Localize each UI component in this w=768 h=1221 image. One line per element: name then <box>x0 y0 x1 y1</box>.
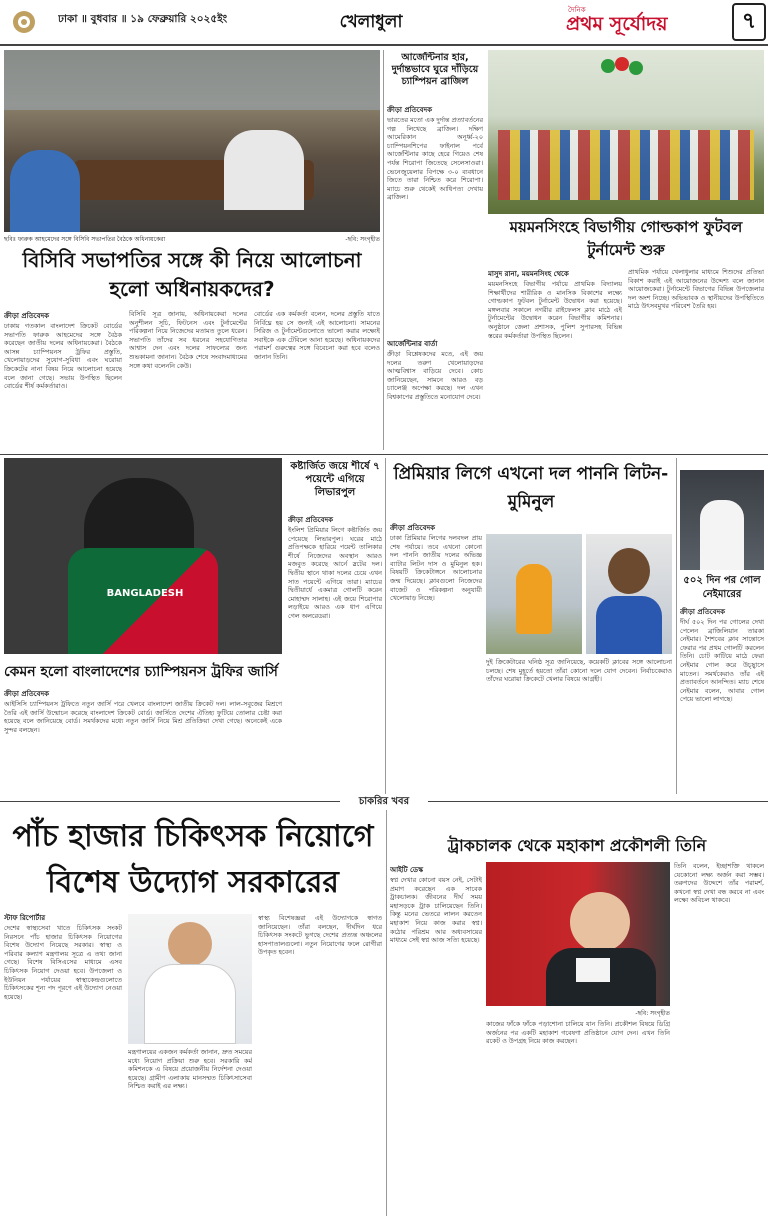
column-divider-4 <box>386 810 387 1216</box>
column-divider <box>383 50 384 450</box>
masthead-location: ঢাকা <box>58 13 78 25</box>
masthead-emblem <box>4 6 44 38</box>
bcb-headline: বিসিবি সভাপতির সঙ্গে কী নিয়ে আলোচনা হলো অধিনায়কদের? <box>22 248 362 301</box>
jobs-rule-left <box>0 801 340 802</box>
batter-photo <box>486 534 582 654</box>
jobs-rule-right <box>428 801 768 802</box>
row-divider <box>0 454 768 455</box>
brazil-body: ভারতের মতো এক দুর্দান্ত প্রত্যাবর্তনের গল্প লিখেছে ব্রাজিল। দক্ষিণ আমেরিকান অনূর্ধ্ব-২০ চ্যাম্পিয়নশিপের ফাইনাল পর্বে আর্জেন্টিনার কাছে হেরে গিয়েও শেষ পর্যন্ত শিরোপা জিতেছে সেলেসাওরা। ভেনেজুয়েলার বিপক্ষে ৩-০ ব্যবধানে জিতে তারা নিশ্চিত করে শিরোপা। ম্যাচে শুরু থেকেই আধিপত্য দেখায় ব্রাজিল। <box>387 116 483 202</box>
jersey-byline: ক্রীড়া প্রতিবেদক <box>4 690 50 698</box>
neymar-photo <box>680 470 764 570</box>
jersey-player-photo <box>4 458 282 654</box>
doctors-body-col2: মন্ত্রণালয়ের একজন কর্মকর্তা জানান, দ্রুত সময়ের মধ্যে নিয়োগ প্রক্রিয়া শুরু হবে। সরকারি কর্ম কমিশনকে এ বিষয়ে প্রয়োজনীয় নির্দেশনা দেওয়া হয়েছে। গ্রামীণ এলাকায় মানসম্মত চিকিৎসাসেবা নিশ্চিত করাই এর লক্ষ্য। <box>128 1048 252 1091</box>
neymar-byline: ক্রীড়া প্রতিবেদক <box>680 608 726 616</box>
person-right <box>224 130 304 210</box>
brazil-headline: আর্জেন্টিনার হার, দুর্দান্তভাবে ঘুরে দাঁড়িয়ে চ্যাম্পিয়ন ব্রাজিল <box>391 52 479 87</box>
jobs-section-label: চাকরির খবর <box>358 796 410 807</box>
bcb-body-col3: বোর্ডের এক কর্মকর্তা বলেন, দলের প্রস্তুতি যাতে নির্বিঘ্নে হয় সে জন্যই এই আলোচনা। সামনের সিরিজ ও টুর্নামেন্টগুলোতে ভালো করার লক্ষ্যেই সবাইকে এক টেবিলে আনা হয়েছে। অধিনায়কদের পরামর্শ গুরুত্বের সঙ্গে বিবেচনা করা হবে বলেও জানান তিনি। <box>254 310 380 361</box>
mymensingh-byline: মাসুদ রানা, ময়মনসিংহ থেকে <box>488 270 569 278</box>
wall-screens <box>4 50 380 110</box>
white-coat <box>144 964 236 1044</box>
column-divider-2 <box>385 458 386 794</box>
mominul-photo <box>586 534 672 654</box>
shirt <box>596 596 662 654</box>
doctor-photo <box>128 914 252 1044</box>
doctor-head <box>168 922 212 966</box>
astronaut-headline: ট্রাকচালক থেকে মহাকাশ প্রকৌশলী তিনি <box>447 836 707 855</box>
doctors-body-col1: দেশের স্বাস্থ্যসেবা খাতে চিকিৎসক সংকট নিরসনে পাঁচ হাজার চিকিৎসক নিয়োগের বিশেষ উদ্যোগ নিয়েছে সরকার। স্বাস্থ্য ও পরিবার কল্যাণ মন্ত্রণালয় সূত্রে এ তথ্য জানা গেছে। বিশেষ বিসিএসের মাধ্যমে এসব চিকিৎসক নিয়োগ দেওয়া হবে। উপজেলা ও ইউনিয়ন পর্যায়ের স্বাস্থ্যকেন্দ্রগুলোতে চিকিৎসকের শূন্য পদ পূরণে এই উদ্যোগ নেওয়া হয়েছে। <box>4 924 122 1001</box>
bcb-body-col1: ঢাকায় গতকাল বাংলাদেশ ক্রিকেট বোর্ডের সভাপতি ফারুক আহমেদের সঙ্গে বৈঠক করেছেন জাতীয় দলের অধিনায়কেরা। বৈঠকে আসন্ন চ্যাম্পিয়নস ট্রফির প্রস্তুতি, খেলোয়াড়দের সুযোগ-সুবিধা এবং ঘরোয়া ক্রিকেটের নানা বিষয় নিয়ে আলোচনা হয়েছে বলে জানা গেছে। সভায় উপস্থিত ছিলেন বোর্ডের শীর্ষ কর্মকর্তারাও। <box>4 322 122 391</box>
masthead <box>0 0 768 46</box>
brazil-byline: ক্রীড়া প্রতিবেদক <box>387 106 433 114</box>
balloons <box>598 54 648 84</box>
football-team-photo <box>488 50 764 214</box>
astronaut-body-col2: কাজের ফাঁকে ফাঁকে পড়াশোনা চালিয়ে যান তিনি। প্রকৌশল বিষয়ে ডিগ্রি অর্জনের পর একটি মহাকাশ গবেষণা প্রতিষ্ঠানে যোগ দেন। এখন তিনি রকেট ও উপগ্রহ নিয়ে কাজ করছেন। <box>486 1020 670 1046</box>
premier-body-col2: দুই ক্রিকেটারের ঘনিষ্ঠ সূত্র জানিয়েছে, কয়েকটি ক্লাবের সঙ্গে আলোচনা চলছে। শেষ মুহূর্তে হয়তো তাঁরা কোনো দলে যোগ দেবেন। নির্বাচকেরাও তাঁদের ঘরোয়া ক্রিকেটে খেলার বিষয়ে আগ্রহী। <box>486 658 672 684</box>
engineer-head <box>570 892 630 952</box>
liverpool-byline: ক্রীড়া প্রতিবেদক <box>288 516 334 524</box>
bcb-photo-credit: -ছবি: সংগৃহীত <box>345 236 380 243</box>
neymar-body: দীর্ঘ ৫০২ দিন পর গোলের দেখা পেলেন ব্রাজিলিয়ান তারকা নেইমার। শৈশবের ক্লাব সান্তোসে ফেরার পর প্রথম গোলটি করলেন তিনি। চোট কাটিয়ে মাঠে ফেরা নেইমার গোল করে উচ্ছ্বাসে মাতেন। সমর্থকেরাও তাঁর এই প্রত্যাবর্তনে আনন্দিত। ম্যাচ শেষে নেইমার বলেন, আবার গোল পেয়ে ভালো লাগছে। <box>680 618 764 704</box>
jersey-body: আইসিসি চ্যাম্পিয়নস ট্রফিতে নতুন জার্সি পরে খেলবে বাংলাদেশ জাতীয় ক্রিকেট দল। লাল-সবুজের মিশ্রণে তৈরি এই জার্সি উন্মোচন করেছে বাংলাদেশ ক্রিকেট বোর্ড। জার্সিতে দেশের ঐতিহ্য ফুটিয়ে তোলার চেষ্টা করা হয়েছে বলে জানিয়েছে বোর্ড। সমর্থকদের মধ্যে নতুন জার্সি নিয়ে মিশ্র প্রতিক্রিয়া দেখা গেছে। অনেকেই একে সুন্দর বলছেন। <box>4 700 282 734</box>
players-row <box>498 130 754 200</box>
bcb-byline: ক্রীড়া প্রতিবেদক <box>4 312 50 320</box>
column-divider-3 <box>676 458 677 794</box>
white-jersey <box>700 500 744 570</box>
brazil-subhead: আর্জেন্টিনার বার্তা <box>387 340 438 348</box>
certificate <box>576 958 610 982</box>
astronaut-photo-credit: -ছবি: সংগৃহীত <box>635 1010 670 1017</box>
bcb-photo-caption: ছবিঃ ফারুক আহমেদের সঙ্গে বিসিবি সভাপতির বৈঠকে অধিনায়কেরা <box>4 236 166 243</box>
masthead-dateline: ঢাকা ॥ বুধবার ॥ ১৯ ফেব্রুয়ারি ২০২৫ইং <box>58 13 228 25</box>
head <box>608 548 650 594</box>
liverpool-body: ইংলিশ প্রিমিয়ার লিগে কষ্টার্জিত জয় পেয়েছে লিভারপুল। ঘরের মাঠে প্রতিপক্ষকে হারিয়ে পয়েন্ট তালিকার শীর্ষে নিজেদের অবস্থান আরও মজবুত করেছে আর্নে স্লটের দল। দ্বিতীয় স্থানে থাকা দলের চেয়ে এখন সাত পয়েন্টে এগিয়ে তারা। ম্যাচের দ্বিতীয়ার্ধে একমাত্র গোলটি করেন মোহাম্মদ সালাহ। এই জয়ে শিরোপার লড়াইয়ে আরও এক ধাপ এগিয়ে গেল অলরেডরা। <box>288 526 382 620</box>
masthead-date: বুধবার ॥ ১৯ ফেব্রুয়ারি ২০২৫ইং <box>90 13 228 25</box>
liverpool-headline: কষ্টার্জিত জয়ে শীর্ষে ৭ পয়েন্টে এগিয়ে লিভারপুল <box>290 461 380 498</box>
mymensingh-body-col1: ময়মনসিংহে বিভাগীয় পর্যায়ে প্রাথমিক বিদ্যালয় শিক্ষার্থীদের শারীরিক ও মানসিক বিকাশের লক্ষ্যে গোল্ডকাপ ফুটবল টুর্নামেন্ট উদ্বোধন করা হয়েছে। মঙ্গলবার সকালে নগরীর রাইফেলস ক্লাব মাঠে এই টুর্নামেন্টের উদ্বোধন করেন বিভাগীয় কমিশনার। অনুষ্ঠানে জেলা প্রশাসক, পুলিশ সুপারসহ বিভিন্ন স্তরের কর্মকর্তারা উপস্থিত ছিলেন। <box>488 280 622 340</box>
paper-name: প্রথম সূর্যোদয় <box>566 13 668 35</box>
premier-byline: ক্রীড়া প্রতিবেদক <box>390 524 436 532</box>
engineer-photo <box>486 862 670 1006</box>
jersey-text: BANGLADESH <box>106 588 184 599</box>
brazil-body-2: ক্রীড়া বিশ্লেষকদের মতে, এই জয় দলের তরুণ খেলোয়াড়দের আত্মবিশ্বাস বাড়িয়ে দেবে। কোচ জানিয়েছেন, সামনে আরও বড় চ্যালেঞ্জ অপেক্ষা করছে। দল এখন বিশ্বকাপের প্রস্তুতিতে মনোযোগ দেবে। <box>387 350 483 401</box>
bcb-body-col2: বিসিবি সূত্র জানায়, অধিনায়কেরা দলের অনুশীলন সূচি, ফিটনেস এবং টুর্নামেন্টের পরিকল্পনা নিয়ে নিজেদের মতামত তুলে ধরেন। সভাপতি তাঁদের সব ধরনের সহযোগিতার আশ্বাস দেন এবং দলের সাফল্যের জন্য শুভকামনা জানান। বৈঠক শেষে সংবাদমাধ্যমের সঙ্গে কথা বলেননি কেউ। <box>129 310 247 370</box>
astronaut-body-col1: স্বপ্ন দেখার কোনো বয়স নেই, সেটাই প্রমাণ করেছেন এক সাবেক ট্রাকচালক। জীবনের দীর্ঘ সময় মহাসড়কে ট্রাক চালিয়েছেন তিনি। কিন্তু মনের ভেতরে লালন করতেন মহাকাশ নিয়ে কাজ করার স্বপ্ন। কঠোর পরিশ্রম আর অধ্যবসায়ের মাধ্যমে সেই স্বপ্ন আজ সত্যি হয়েছে। <box>390 876 482 945</box>
neymar-headline: ৫০২ দিন পর গোল নেইমারের <box>683 575 761 600</box>
mymensingh-body-col2: প্রাথমিক পর্যায়ে খেলাধুলার মাধ্যমে শিশুদের প্রতিভা বিকাশ করাই এই আয়োজনের উদ্দেশ্য বলে জানান আয়োজকেরা। টুর্নামেন্টে বিভাগের বিভিন্ন উপজেলার দল অংশ নিচ্ছে। অভিভাবক ও স্থানীয়দের উপস্থিতিতে মাঠে উৎসবমুখর পরিবেশ তৈরি হয়। <box>628 268 764 311</box>
premier-body-col1: ঢাকা প্রিমিয়ার লিগের দলবদল প্রায় শেষ পর্যায়ে। তবে এখনো কোনো দল পাননি জাতীয় দলের অভিজ্ঞ ব্যাটার লিটন দাস ও মুমিনুল হক। বিষয়টি ক্রিকেটাঙ্গনে আলোচনার জন্ম দিয়েছে। ক্লাবগুলো নিজেদের বাজেট ও পরিকল্পনা অনুযায়ী খেলোয়াড় নিচ্ছে। <box>390 534 482 603</box>
batter-figure <box>516 564 552 634</box>
person-left <box>10 150 80 232</box>
doctors-byline: স্টাফ রিপোর্টার <box>4 914 46 922</box>
doctors-headline: পাঁচ হাজার চিকিৎসক নিয়োগে বিশেষ উদ্যোগ সরকারের <box>12 819 374 900</box>
masthead-rule <box>0 44 768 46</box>
paper-small: দৈনিক <box>568 6 586 14</box>
doctors-body-col3: স্বাস্থ্য বিশেষজ্ঞরা এই উদ্যোগকে স্বাগত জানিয়েছেন। তাঁরা বলছেন, দীর্ঘদিন ধরে চিকিৎসক সংকটে ভুগছে দেশের প্রত্যন্ত অঞ্চলের হাসপাতালগুলো। নতুন নিয়োগের ফলে রোগীরা উপকৃত হবেন। <box>258 914 382 957</box>
astronaut-byline: আইটি ডেস্ক <box>390 866 424 874</box>
jersey-headline: কেমন হলো বাংলাদেশের চ্যাম্পিয়নস ট্রফির জার্সি <box>4 664 278 680</box>
section-title: খেলাধুলা <box>339 12 403 32</box>
premier-headline: প্রিমিয়ার লিগে এখনো দল পাননি লিটন-মুমিনুল <box>393 464 669 512</box>
bcb-meeting-photo <box>4 50 380 232</box>
astronaut-body-col3: তিনি বলেন, ইচ্ছাশক্তি থাকলে যেকোনো লক্ষ্য অর্জন করা সম্ভব। তরুণদের উদ্দেশে তাঁর পরামর্শ, কখনো স্বপ্ন দেখা বন্ধ করবে না এবং লক্ষ্যে অবিচল থাকবে। <box>674 862 764 905</box>
page-number: ৭ <box>732 3 766 41</box>
mymensingh-headline: ময়মনসিংহে বিভাগীয় গোল্ডকাপ ফুটবল টুর্নামেন্ট শুরু <box>509 218 743 259</box>
